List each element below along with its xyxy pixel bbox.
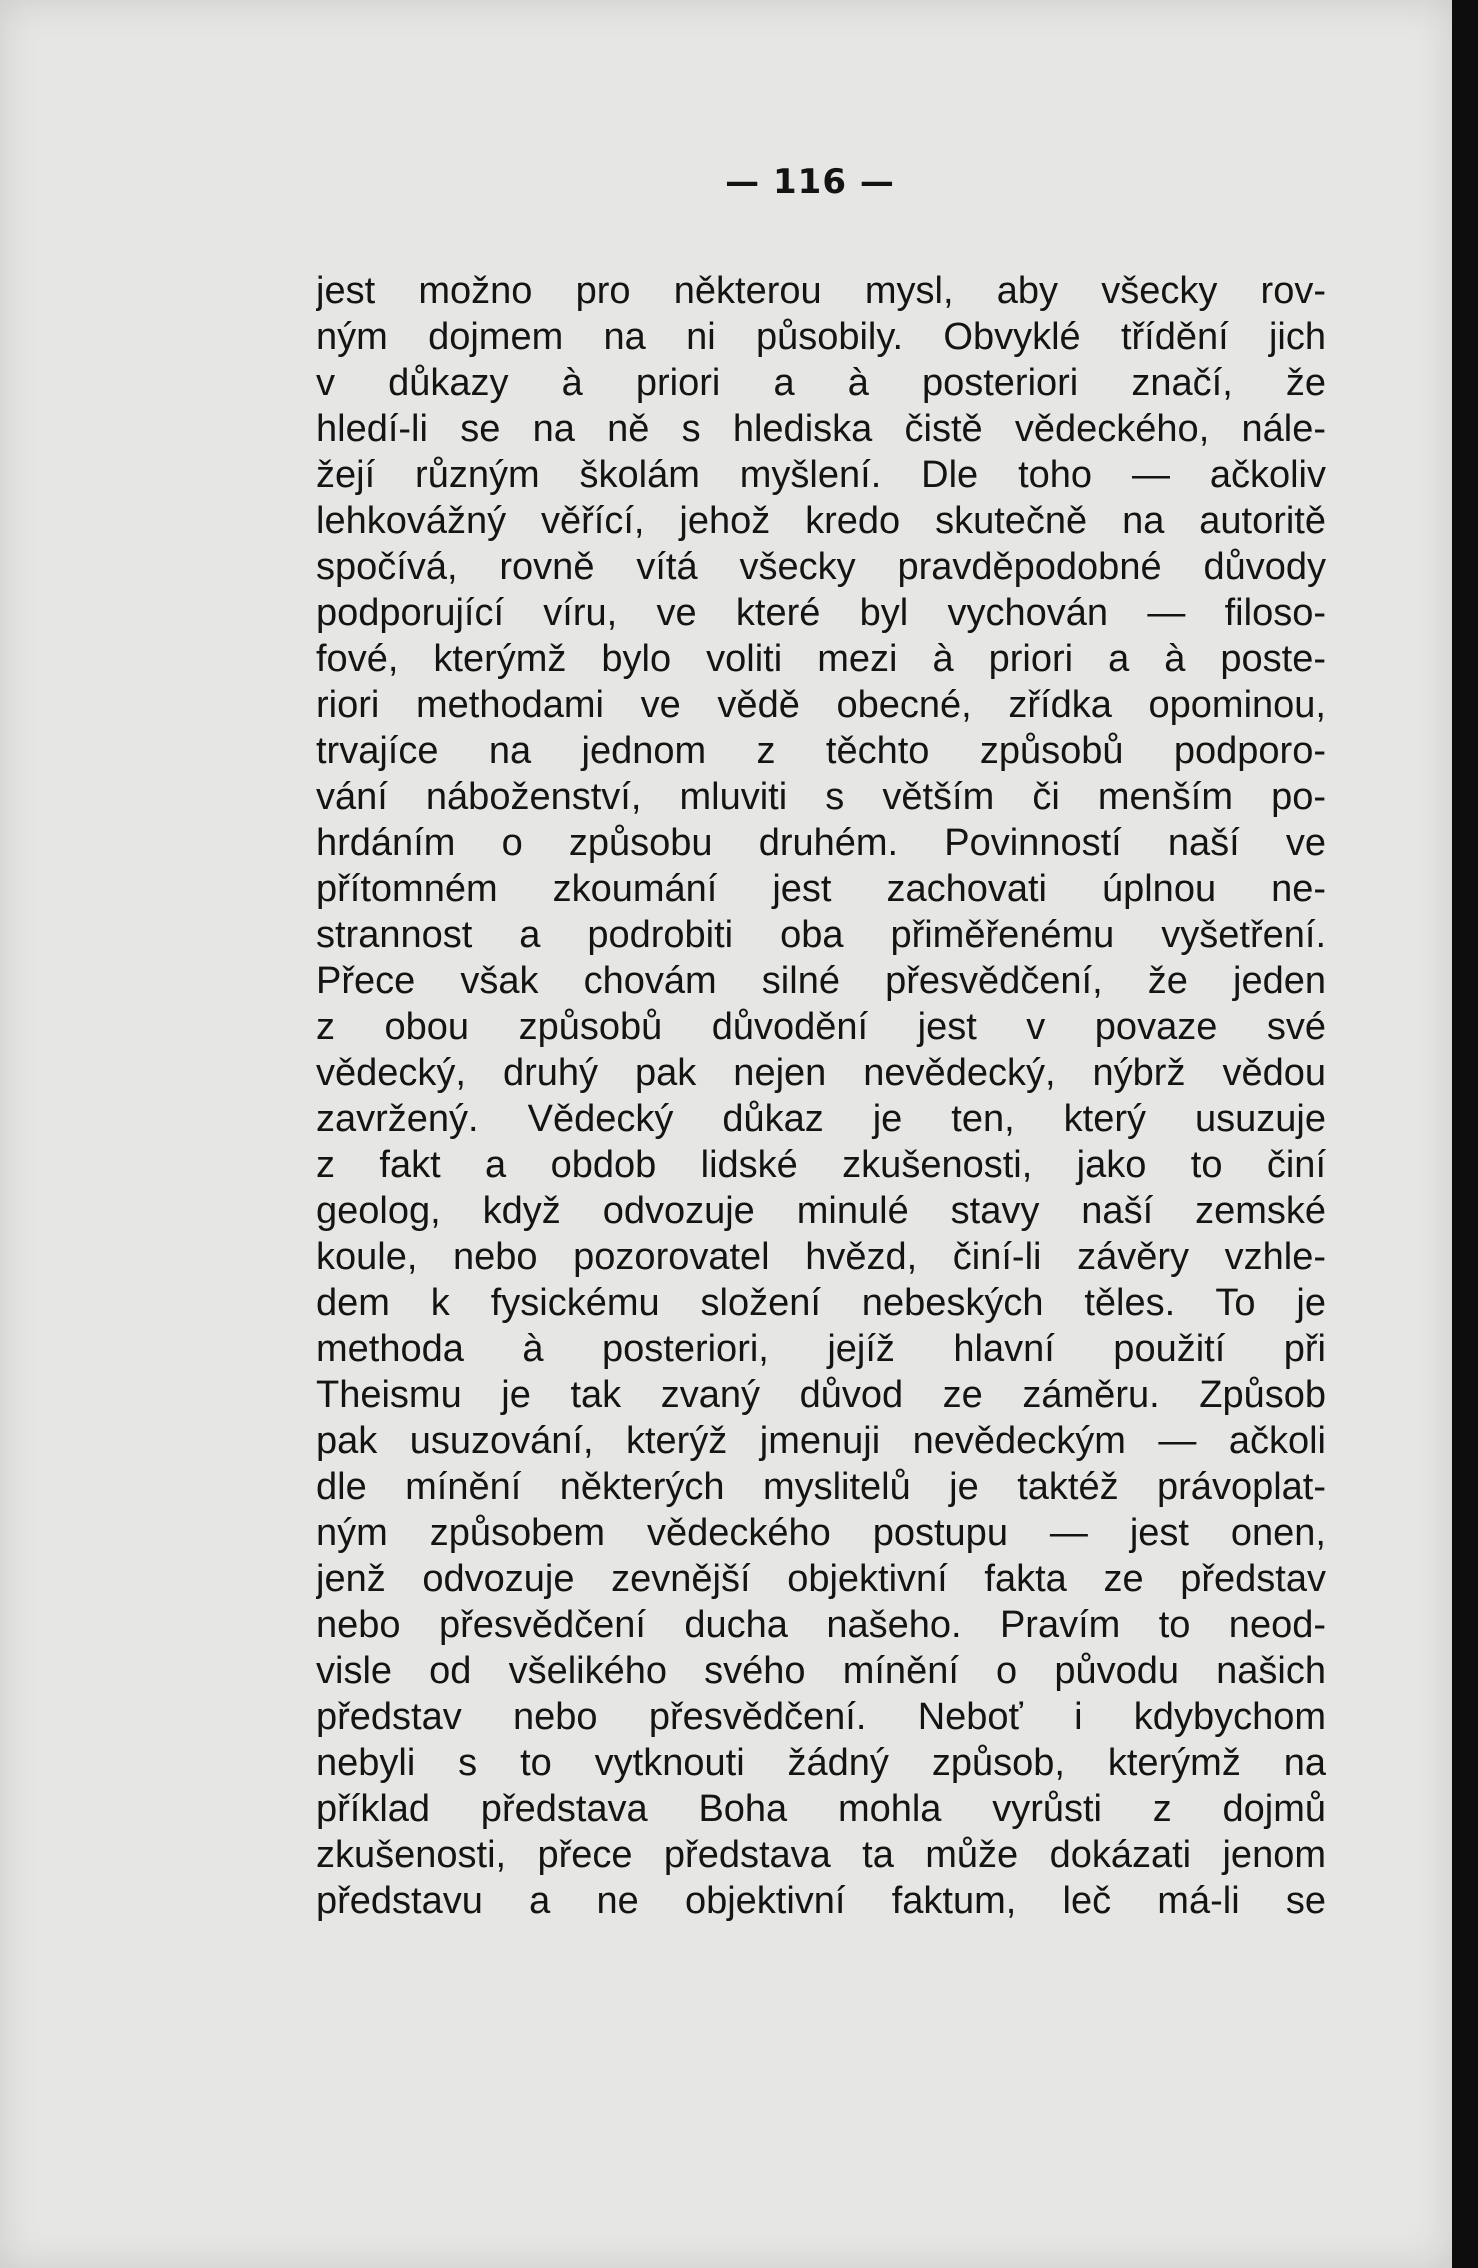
text-line: hledí-li se na ně s hlediska čistě vědeckého, nále- xyxy=(316,408,1326,450)
text-line: představu a ne objektivní faktum, leč má-li se xyxy=(316,1880,1326,1922)
text-line: visle od všelikého svého mínění o původu našich xyxy=(316,1650,1326,1692)
page-number: — 116 — xyxy=(725,162,895,202)
text-line: Theismu je tak zvaný důvod ze záměru. Způsob xyxy=(316,1374,1326,1416)
text-line: nebyli s to vytknouti žádný způsob, kterýmž na xyxy=(316,1742,1326,1784)
text-line: trvajíce na jednom z těchto způsobů podporo- xyxy=(316,730,1326,772)
text-line: žejí různým školám myšlení. Dle toho — ačkoliv xyxy=(316,454,1326,496)
text-line: ným způsobem vědeckého postupu — jest onen, xyxy=(316,1512,1326,1554)
text-line: představ nebo přesvědčení. Neboť i kdybychom xyxy=(316,1696,1326,1738)
text-line: z obou způsobů důvodění jest v povaze své xyxy=(316,1006,1326,1048)
text-line: z fakt a obdob lidské zkušenosti, jako to činí xyxy=(316,1144,1326,1186)
text-line: dem k fysickému složení nebeských těles. To je xyxy=(316,1282,1326,1324)
text-line: geolog, když odvozuje minulé stavy naší zemské xyxy=(316,1190,1326,1232)
text-line: zkušenosti, přece představa ta může dokázati jenom xyxy=(316,1834,1326,1876)
text-line: ným dojmem na ni působily. Obvyklé třídění jich xyxy=(316,316,1326,358)
text-line: koule, nebo pozorovatel hvězd, činí-li závěry vzhle- xyxy=(316,1236,1326,1278)
text-line: vání náboženství, mluviti s větším či menším po- xyxy=(316,776,1326,818)
text-line: hrdáním o způsobu druhém. Povinností naší ve xyxy=(316,822,1326,864)
text-line: strannost a podrobiti oba přiměřenému vyšetření. xyxy=(316,914,1326,956)
text-line: jenž odvozuje zevnější objektivní fakta ze představ xyxy=(316,1558,1326,1600)
text-line: jest možno pro některou mysl, aby všecky rov- xyxy=(316,270,1326,312)
text-line: příklad představa Boha mohla vyrůsti z dojmů xyxy=(316,1788,1326,1830)
text-line: fové, kterýmž bylo voliti mezi à priori a à poste- xyxy=(316,638,1326,680)
text-line: dle mínění některých myslitelů je taktéž právoplat- xyxy=(316,1466,1326,1508)
text-line: nebo přesvědčení ducha našeho. Pravím to neod- xyxy=(316,1604,1326,1646)
text-line: v důkazy à priori a à posteriori značí, že xyxy=(316,362,1326,404)
text-line: methoda à posteriori, jejíž hlavní použití při xyxy=(316,1328,1326,1370)
text-line: vědecký, druhý pak nejen nevědecký, nýbrž vědou xyxy=(316,1052,1326,1094)
text-line: spočívá, rovně vítá všecky pravděpodobné důvody xyxy=(316,546,1326,588)
text-line: přítomném zkoumání jest zachovati úplnou ne- xyxy=(316,868,1326,910)
text-line: riori methodami ve vědě obecné, zřídka opominou, xyxy=(316,684,1326,726)
text-line: lehkovážný věřící, jehož kredo skutečně na autoritě xyxy=(316,500,1326,542)
text-line: zavržený. Vědecký důkaz je ten, který usuzuje xyxy=(316,1098,1326,1140)
text-line: pak usuzování, kterýž jmenuji nevědeckým — ačkoli xyxy=(316,1420,1326,1462)
text-line: podporující víru, ve které byl vychován — filoso- xyxy=(316,592,1326,634)
text-line: Přece však chovám silné přesvědčení, že jeden xyxy=(316,960,1326,1002)
body-text xyxy=(316,268,1326,1924)
